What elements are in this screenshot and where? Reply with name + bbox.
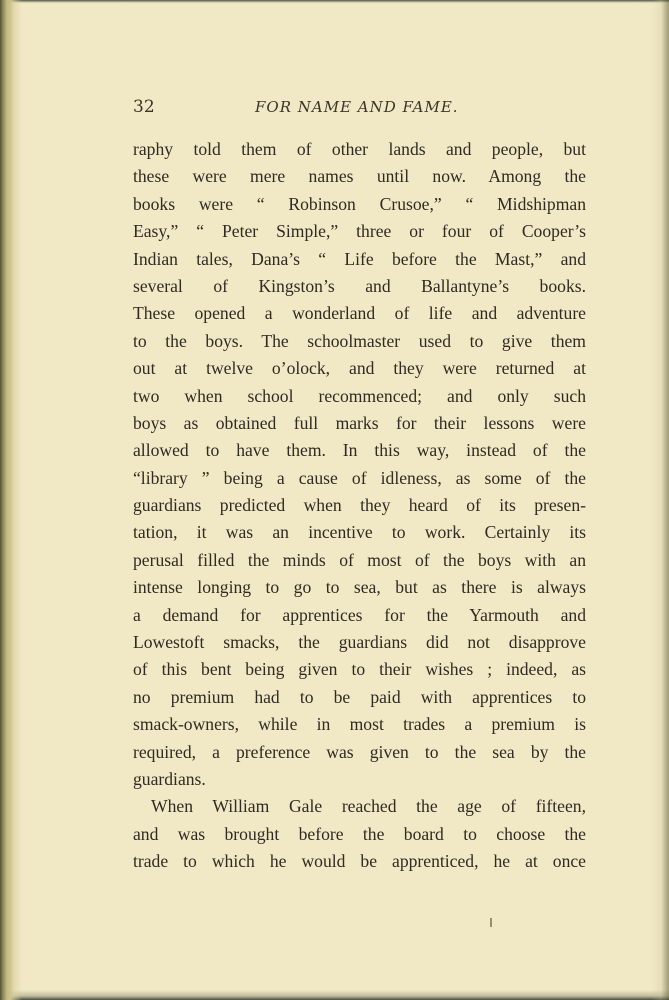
paragraph-1 [133,136,586,793]
text-line: Lowestoft smacks, the guardians did not disapprove [133,632,586,653]
text-line: Easy,” “ Peter Simple,” three or four of Cooper’s [133,221,586,242]
text-line: perusal filled the minds of most of the boys with an [133,549,586,570]
body-text [133,136,586,876]
book-spine-shadow [0,0,14,1000]
text-line: allowed to have them. In this way, instead of the [133,440,586,461]
text-line: When William Gale reached the age of fifteen, [151,796,586,817]
text-line: Indian tales, Dana’s “ Life before the Mast,” and [133,248,586,269]
text-line: two when school recommenced; and only such [133,385,586,406]
text-line: guardians predicted when they heard of its presen- [133,495,586,516]
text-line: and was brought before the board to choose the [133,823,586,844]
text-line: intense longing to go to sea, but as there is always [133,577,586,598]
text-line: tation, it was an incentive to work. Certainly its [133,522,586,543]
text-line: these were mere names until now. Among the [133,166,586,187]
text-line: required, a preference was given to the sea by the [133,741,586,762]
text-line: boys as obtained full marks for their lessons were [133,412,586,433]
running-title: FOR NAME AND FAME. [255,98,459,116]
text-line: smack-owners, while in most trades a premium is [133,714,586,735]
text-line: to the boys. The schoolmaster used to give them [133,330,586,351]
text-line: These opened a wonderland of life and adventure [133,303,586,324]
text-line: a demand for apprentices for the Yarmouth and [133,604,586,625]
text-line: trade to which he would be apprenticed, he at once [133,851,586,872]
ink-speck [490,918,492,927]
paragraph-2 [133,793,586,875]
text-line: of this bent being given to their wishes ; indeed, as [133,659,586,680]
text-line: no premium had to be paid with apprentices to [133,686,586,707]
text-line: “library ” being a cause of idleness, as some of the [133,467,586,488]
text-line: books were “ Robinson Crusoe,” “ Midshipman [133,193,586,214]
page-header [133,94,586,120]
text-line: guardians. [133,768,206,789]
page-number: 32 [133,97,155,117]
text-line: several of Kingston’s and Ballantyne’s books. [133,275,586,296]
text-line: out at twelve o’olock, and they were returned at [133,358,586,379]
text-line: raphy told them of other lands and people, but [133,139,586,159]
